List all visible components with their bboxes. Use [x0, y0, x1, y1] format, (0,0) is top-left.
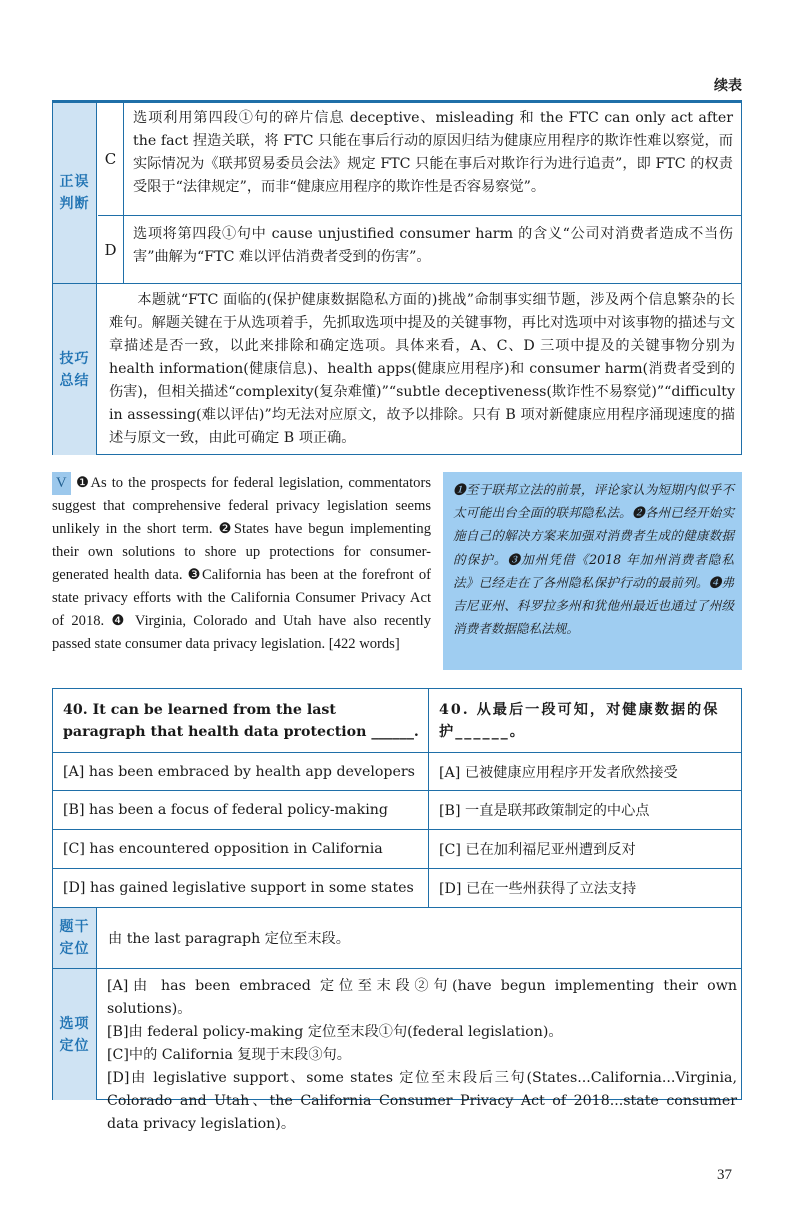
option-locate-c: [C]中的 California 复现于末段③句。	[107, 1047, 351, 1063]
option-d-zh: [D] 已在一些州获得了立法支持	[439, 881, 637, 897]
option-a-en: [A] has been embraced by health app developers	[63, 763, 415, 780]
label-cell-stem-locate	[53, 908, 97, 968]
label-cell-option-locate	[53, 969, 97, 1100]
label-cell-judgement	[53, 103, 97, 283]
table-top-rule	[52, 100, 742, 103]
stem-locate-text: 由 the last paragraph 定位至末段。	[108, 931, 350, 947]
continued-label: 续表	[714, 78, 742, 94]
row-divider	[53, 968, 741, 969]
question-table	[52, 688, 742, 1132]
label-option-locate: 选项定位	[59, 1015, 90, 1054]
option-locate-b: [B]由 federal policy-making 定位至末段①句(federal legislation)。	[107, 1024, 563, 1040]
passage-paragraph-v	[52, 472, 431, 656]
option-locate-list	[107, 975, 737, 1136]
option-c-analysis: 选项利用第四段①句的碎片信息 deceptive、misleading 和 the FTC can only act after the fact 捏造关联，将 FTC 只能在事后行动的原因归结为健康应用程序的欺诈性难以察觉，而实际情况为《联邦贸易委员会法》规定 FTC 只能在事后对欺诈行为进行追责”，即 FTC 的权责受限于“法律规定”，而非“健康应用程序的欺诈性是否容易察觉”。	[133, 110, 733, 195]
option-locate-a: [A]由 has been embraced 定位至末段②句(have begun implementing their own solutions)。	[107, 978, 737, 1017]
label-stem-locate: 题干定位	[59, 919, 90, 957]
option-a-zh: [A] 已被健康应用程序开发者欣然接受	[439, 764, 678, 781]
passage-text: ❶As to the prospects for federal legislation, commentators suggest that comprehensive federal privacy legislation seems unlikely in the short term. ❷States have begun implementing their own solutions to shore up protections for consumer-generated health data. ❸California has been at the forefront of state privacy efforts with the California Consumer Privacy Act of 2018. ❹ Virginia, Colorado and Utah have also recently passed state consumer data privacy legislation. [422 words]	[52, 475, 431, 652]
option-letter-c: C	[98, 103, 124, 215]
label-summary: 技巧总结	[59, 350, 90, 389]
option-locate-d: [D]由 legislative support、some states 定位至末段后三句(States...California...Virginia, Colorado and Utah、the California Consumer Privacy Act of 2018...state consumer data privacy legislation)。	[107, 1070, 737, 1132]
option-b-en: [B] has been a focus of federal policy-making	[63, 802, 388, 818]
analysis-table-continued	[52, 100, 742, 455]
option-c-zh: [C] 已在加利福尼亚州遭到反对	[439, 842, 636, 858]
option-d-en: [D] has gained legislative support in some states	[63, 880, 414, 896]
passage-translation: ❶至于联邦立法的前景，评论家认为短期内似乎不太可能出台全面的联邦隐私法。❷各州已经开始实施自己的解决方案来加强对消费者生成的健康数据的保护。❸加州凭借《2018 年加州消费者隐私法》已经走在了各州隐私保护行动的最前列。❹弗吉尼亚州、科罗拉多州和犹他州最近也通过了州级消费者数据隐私法规。	[443, 472, 742, 670]
option-d-analysis: 选项将第四段①句中 cause unjustified consumer harm 的含义“公司对消费者造成不当伤害”曲解为“FTC 难以评估消费者受到的伤害”。	[133, 226, 733, 265]
paragraph-tag: V	[52, 472, 71, 495]
row-divider	[53, 283, 741, 284]
option-b-zh: [B] 一直是联邦政策制定的中心点	[439, 803, 650, 819]
label-judgement: 正误判断	[59, 174, 90, 212]
row-divider	[98, 215, 741, 216]
skill-summary: 本题就“FTC 面临的(保护健康数据隐私方面的)挑战”命制事实细节题，涉及两个信息繁杂的长难句。解题关键在于从选项着手，先抓取选项中提及的关键事物，再比对选项中对该事物的描述与文章描述是否一致，以此来排除和确定选项。具体来看，A、C、D 三项中提及的关键事物分别为 health information(健康信息)、health apps(健康应用程序)和 consumer harm(消费者受到的伤害)，但相关描述“complexity(复杂难懂)”“subtle deceptiveness(欺诈性不易察觉)”“difficulty in assessing(难以评估)”均无法对应原文，故予以排除。只有 B 项对新健康应用程序涌现速度的描述与原文一致，由此可确定 B 项正确。	[109, 292, 735, 446]
label-cell-summary	[53, 284, 97, 455]
question-stem-zh: 40. 从最后一段可知，对健康数据的保护______。	[439, 701, 720, 740]
page-number: 37	[717, 1167, 732, 1183]
option-letter-d: D	[98, 216, 124, 283]
question-stem-en: 40. It can be learned from the last paragraph that health data protection ______.	[63, 701, 419, 740]
option-c-en: [C] has encountered opposition in California	[63, 841, 383, 857]
